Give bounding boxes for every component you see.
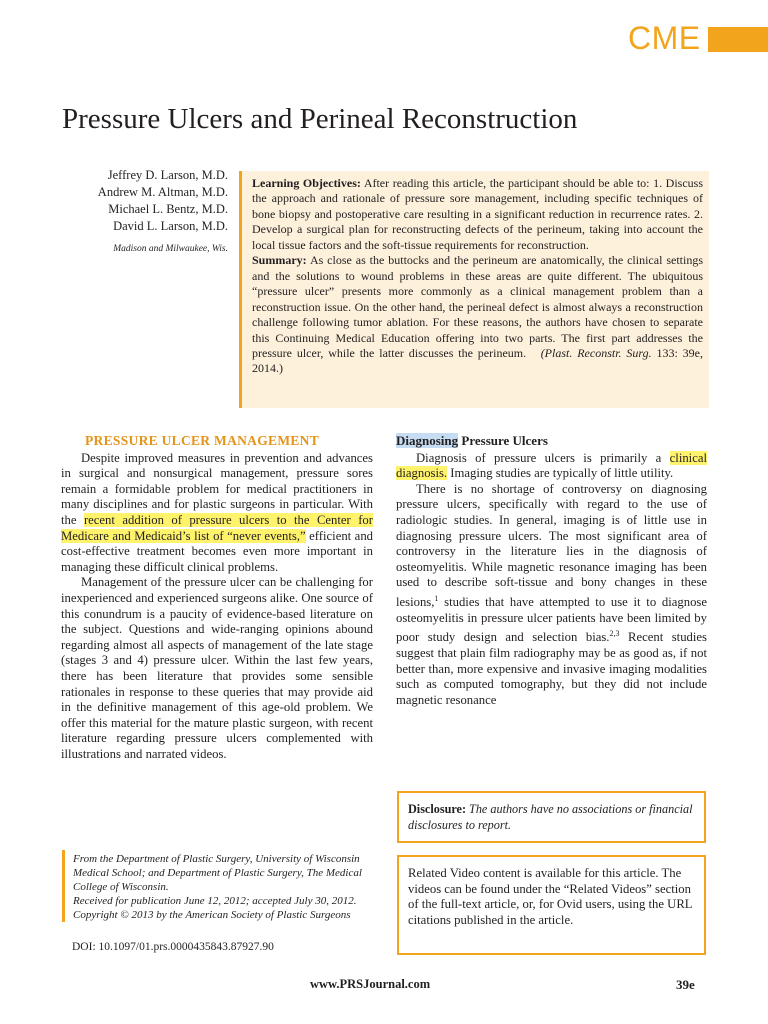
learning-objectives-box: [239, 171, 709, 408]
objectives-text: After reading this article, the participant should be able to: 1. Discuss the approach and rationale of pressure sore management, including specific techniques of bone biopsy and postoperative care resulting in a significant reduction in recurrence rates. 2. Develop a surgical plan for reconstructing defects of the perineum, taking into account the local tissue factors and the soft-tissue requirements for reconstruction.: [252, 176, 703, 252]
page-number: 39e: [676, 977, 695, 992]
paragraph-text: There is no shortage of controversy on diagnosing pressure ulcers, specifically with regard to the use of radiologic studies. In general, imaging is of little use in diagnosing pressure ulcers. The most significant area of controversy in the literature lies in the diagnosis of osteomyelitis. While magnetic resonance imaging has been used to describe soft-tissue and bony changes in these lesions,: [396, 481, 707, 610]
related-video-text: Related Video content is available for this article. The videos can be found under the “Related Videos” section of the full-text article, or, for Ovid users, using the URL citations published in the article.: [408, 866, 693, 927]
affiliation-footnote: [62, 850, 380, 922]
citation-rest: 133: 39e, 2014.): [252, 345, 704, 376]
subsection-heading: [396, 433, 707, 449]
journal-url: www.PRSJournal.com: [310, 977, 431, 991]
footnote-received: Received for publication June 12, 2012; accepted July 30, 2012.: [73, 895, 357, 907]
author-name: David L. Larson, M.D.: [113, 219, 228, 233]
heading-text: Pressure Ulcers: [461, 433, 548, 448]
paragraph-text: Diagnosis of pressure ulcers is primarily a: [416, 450, 662, 465]
reference-marker: 2,3: [609, 629, 620, 639]
disclosure-box: [397, 791, 706, 843]
right-column: [396, 433, 707, 709]
highlighted-text: clinical diagnosis.: [396, 450, 707, 481]
section-label: CME: [628, 20, 701, 56]
footnote-copyright: Copyright © 2013 by the American Society of Plastic Surgeons: [73, 909, 351, 921]
paragraph: Management of the pressure ulcer can be challenging for inexperienced and experienced surgeons alike. One source of this conundrum is a paucity of evidence-based literature on the subject. Questions and wide-ranging opinions abound regarding almost all aspects of management of the late stage (stages 3 and 4) pressure ulcer. Within the last few years, there has been literature that provides some sensible rationales in response to these queries that may provide aid in the definitive management of this age-old problem. We offer this material for the mature plastic surgeon, with recent literature regarding pressure ulcers complemented with illustrations and narrated videos.: [61, 575, 373, 761]
doi: DOI: 10.1097/01.prs.0000435843.87927.90: [72, 941, 274, 953]
paragraph-text: studies that have attempted to use it to diagnose osteomyelitis in pressure ulcer patients have been limited by poor study design and selection bias.: [396, 595, 708, 645]
learning-objectives: [252, 176, 703, 253]
citation-journal: (Plast. Reconstr. Surg.: [540, 345, 652, 360]
objectives-label: Learning Objectives:: [252, 176, 361, 190]
author-name: Andrew M. Altman, M.D.: [97, 185, 228, 199]
author-name: Jeffrey D. Larson, M.D.: [107, 168, 228, 182]
paragraph-text: Imaging studies are typically of little utility.: [450, 466, 674, 481]
section-heading: PRESSURE ULCER MANAGEMENT: [85, 433, 320, 448]
disclosure-text: The authors have no associations or financial disclosures to report.: [408, 802, 693, 832]
paragraph: [396, 482, 707, 709]
disclosure-label: Disclosure:: [408, 802, 466, 816]
section-accent-bar: [708, 27, 768, 52]
footnote-department: From the Department of Plastic Surgery, University of Wisconsin Medical School; and Department of Plastic Surgery, The Medical College of Wisconsin.: [73, 853, 362, 893]
author-affiliation: Madison and Milwaukee, Wis.: [113, 244, 228, 254]
left-column: [61, 433, 373, 762]
summary-label: Summary:: [252, 253, 307, 268]
author-name: Michael L. Bentz, M.D.: [108, 202, 228, 216]
related-video-box: [397, 855, 706, 955]
paragraph: [61, 451, 373, 576]
article-title: Pressure Ulcers and Perineal Reconstruction: [62, 103, 578, 135]
paragraph-text: efficient and cost-effective treatment becomes even more important in managing these difficult clinical problems.: [61, 528, 374, 574]
reference-marker: 1: [434, 593, 439, 603]
highlighted-text: recent addition of pressure ulcers to the Center for Medicare and Medicaid’s list of “never events,”: [61, 512, 373, 543]
summary: [252, 253, 703, 377]
author-block: [60, 167, 228, 258]
paragraph-text: Recent studies suggest that plain film radiography may be as good as, if not better than, more expensive and invasive imaging modalities such as computed tomography, but they did not include magnetic resonance: [396, 630, 707, 707]
paragraph-text: Despite improved measures in prevention and advances in surgical and nonsurgical management, pressure sores remain a formidable problem for medical practitioners in many disciplines and for plastic surgeons in particular. With the: [61, 450, 373, 527]
summary-text: As close as the buttocks and the perineum are anatomically, the clinical settings and the solutions to wound problems in these areas are quite different. The ubiquitous “pressure ulcer” presents more commonly as a clinical management problem than a reconstruction issue. On the other hand, the perineal defect is almost always a reconstruction challenge following tumor ablation. For these reasons, the authors have chosen to separate this Continuing Medical Education offering into two parts. The first part addresses the pressure ulcer, while the latter discusses the perineum.: [252, 253, 704, 360]
paragraph: [396, 451, 707, 482]
highlighted-text: Diagnosing: [396, 433, 459, 448]
